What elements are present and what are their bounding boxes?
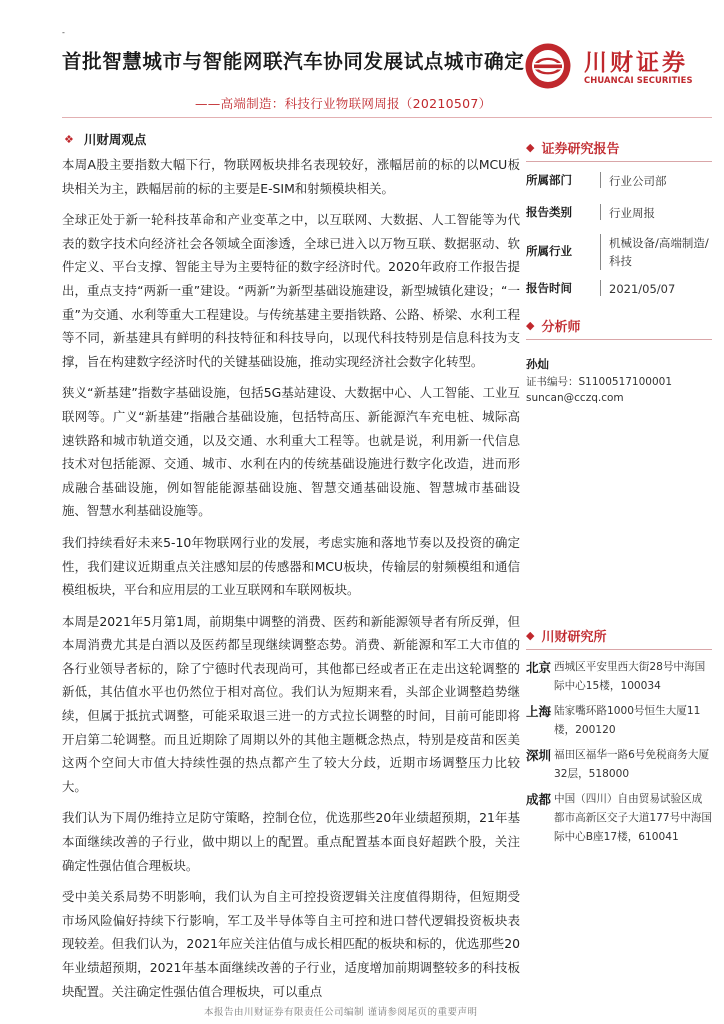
office-city: 成都 [526,792,552,807]
info-separator [600,172,601,188]
office-address: 福田区福华一路6号免税商务大厦32层，518000 [554,749,710,780]
info-key: 所属行业 [526,244,572,258]
section-title: 川财周观点 [83,132,147,147]
bookmark-icon: ◆ [526,629,535,642]
analyst-cert: 证书编号：S1100517100001 [526,376,673,388]
info-row-department [526,172,712,190]
institute-title: 川财研究所 [541,630,607,645]
office-shanghai [526,702,712,740]
paragraph: 我们持续看好未来5-10年物联网行业的发展，考虑实施和落地节奏以及投资的确定性，我们建议近期重点关注感知层的传感器和MCU板块，传输层的射频模组和通信模组板块，平台和应用层的工业互联网和车联网板块。 [62,534,520,598]
chuancai-logo-icon [524,42,572,90]
info-value: 2021/05/07 [609,282,676,296]
paragraph: 受中美关系局势不明影响，我们认为自主可控投资逻辑关注度值得期待，但短期受市场风险偏好持续下行影响，军工及半导体等自主可控和进口替代逻辑投资板块表现较差。但我们认为，2021年应关注估值与成长相匹配的板块和标的，优选那些20年业绩超预期，2021年基本面继续改善的子行业，适度增加前期调整较多的科技板块配置。关注确定性强估值合理板块，可以重点 [62,889,520,999]
office-city: 上海 [526,704,552,719]
analyst-heading [526,316,712,340]
info-value: 行业周报 [609,206,655,220]
office-address: 中国（四川）自由贸易试验区成都市高新区交子大道177号中海国际中心B座17楼，610041 [554,793,712,843]
info-separator [600,280,601,296]
corner-mark: - [62,28,65,37]
section-heading [62,128,520,150]
diamond-bullet-icon: ❖ [64,132,74,146]
report-subtitle: ——高端制造：科技行业物联网周报（20210507） [195,96,492,111]
header-divider [62,117,712,118]
report-info-title: 证券研究报告 [541,142,620,157]
bookmark-icon: ◆ [526,319,535,332]
analyst-email[interactable]: suncan@cczq.com [526,392,624,404]
info-row-date [526,280,712,298]
report-info-panel [526,138,712,298]
bookmark-icon: ◆ [526,141,535,154]
analyst-name: 孙灿 [526,357,549,371]
office-city: 北京 [526,660,552,675]
paragraph: 我们认为下周仍维持立足防守策略，控制仓位，优选那些20年业绩超预期，21年基本面继续改善的子行业，做中期以上的配置。重点配置基本面良好超跌个股，关注确定性强估值合理板块。 [62,810,520,873]
brand-name-cn: 川财证券 [584,50,688,76]
office-shenzhen [526,746,712,784]
brand-name-en: CHUANCAI SECURITIES [584,75,693,85]
analyst-title: 分析师 [541,320,581,335]
info-row-industry [526,234,712,270]
office-chengdu [526,790,712,847]
info-key: 报告类别 [526,205,572,219]
report-title: 首批智慧城市与智能网联汽车协同发展试点城市确定 [62,50,525,73]
info-value: 机械设备/高端制造/科技 [609,236,709,268]
analyst-panel [526,316,712,406]
report-info-heading [526,138,712,162]
institute-heading [526,626,712,650]
main-column [62,128,520,1003]
paragraph: 狭义“新基建”指数字基础设施，包括5G基站建设、大数据中心、人工智能、工业互联网等。广义“新基建”指融合基础设施，包括特高压、新能源汽车充电桩、城际高速铁路和城市轨道交通，以及交通、水利重大工程等。也就是说，利用新一代信息技术对包括能源、交通、城市、水利在内的传统基础设施进行数字化改造，进而形成融合基础设施，例如智能能源基础设施、智慧交通基础设施、智慧城市基础设施、智慧水利基础设施等。 [62,385,520,519]
office-city: 深圳 [526,748,552,763]
footer-disclaimer: 本报告由川财证券有限责任公司编制 谨请参阅尾页的重要声明 [204,1007,478,1018]
info-row-category [526,204,712,222]
info-key: 报告时间 [526,281,572,295]
paragraph: 本周A股主要指数大幅下行，物联网板块排名表现较好，涨幅居前的标的以MCU板块相关为主，跌幅居前的标的主要是E-SIM和射频模块相关。 [62,157,520,196]
info-separator [600,234,601,270]
office-beijing [526,658,712,696]
paragraph: 全球正处于新一轮科技革命和产业变革之中，以互联网、大数据、人工智能等为代表的数字技术向经济社会各领域全面渗透，全球已进入以万物互联、数据驱动、软件定义、平台支撑、智能主导为主要特征的数字经济时代。2020年政府工作报告提出，重点支持“两新一重”建设。“两新”为新型基础设施建设，新型城镇化建设；“一重”为交通、水利等重大工程建设。与传统基建主要指铁路、公路、桥梁、水利工程等不同，新基建具有鲜明的科技特征和科技导向，以现代科技特别是信息科技为支撑，旨在构建数字经济时代的关键基础设施，推动实现经济社会数字化转型。 [62,212,520,369]
institute-panel [526,626,712,853]
office-address: 陆家嘴环路1000号恒生大厦11楼，200120 [554,705,701,736]
info-key: 所属部门 [526,173,572,187]
office-address: 西城区平安里西大街28号中海国际中心15楼，100034 [554,661,706,692]
paragraph: 本周是2021年5月第1周，前期集中调整的消费、医药和新能源领导者有所反弹，但本周消费尤其是白酒以及医药都呈现继续调整态势。消费、新能源和军工大市值的各行业领导者标的，除了宁德时代表现尚可，其他都已经或者正在走出这轮调整的新低，其估值水平也仍然位于相对高位。我们认为短期来看，头部企业调整趋势继续，但属于抵抗式调整，可能采取退三进一的方式拉长调整的时间，目前可能即将开启第二轮调整。而且近期除了周期以外的其他主题概念热点，特别是疫苗和医美这两个空间大市值大持续性强的热点都产生了较大分歧，近期市场调整压力比较大。 [62,613,520,794]
office-list [526,658,712,847]
info-value: 行业公司部 [609,174,667,188]
info-separator [600,204,601,220]
